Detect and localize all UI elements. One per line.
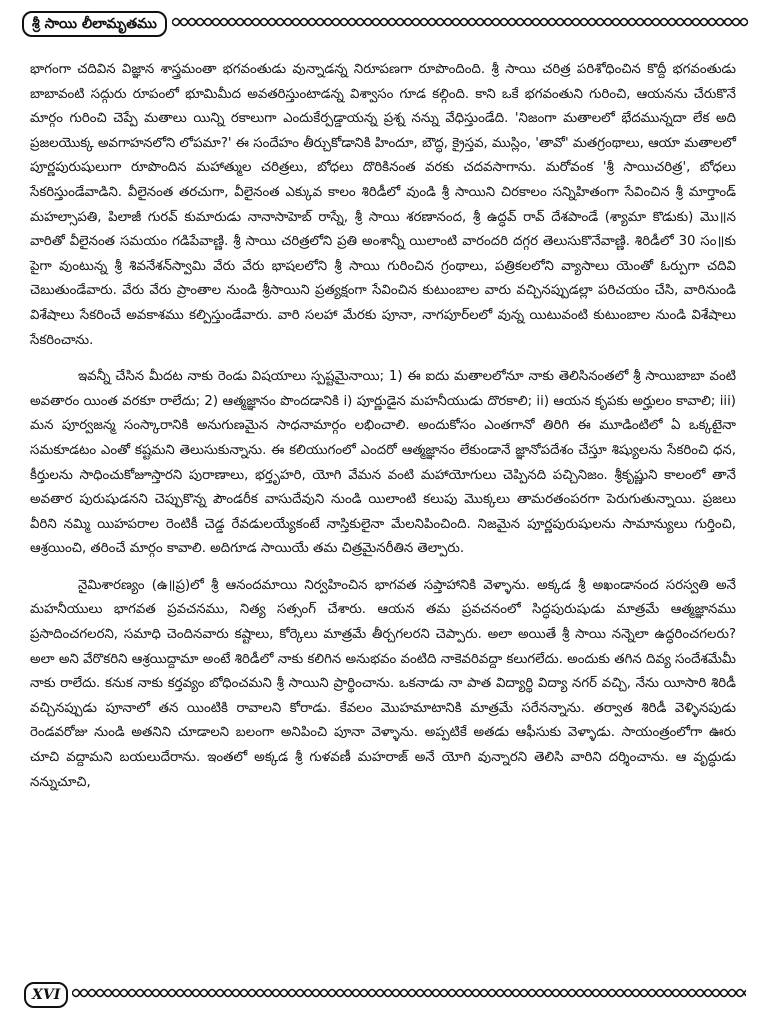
paragraph-3: నైమిశారణ్యం (ఉ॥ప్ర)లో శ్రీ ఆనందమాయి నిర్వహించిన భాగవత సప్తాహానికి వెళ్ళాను. అక్కడ శ్రీ అఖండానంద సరస్వతి అనే మహనీయులు భాగవత ప్రవచనము, నిత్య సత్సంగ్ చేశారు. ఆయన తమ ప్రవచనంలో సిద్ధపురుషుడు మాత్రమే ఆత్మజ్ఞానము ప్రసాదించగలరని, సమాధి చెందినవారు కష్టాలు, కోర్కెలు మాత్రమే తీర్చగలరని చెప్పారు. అలా అయితే శ్రీ సాయి నన్నెలా ఉద్ధరించగలరు? అలా అని వేరొకరిని ఆశ్రయిద్దామా అంటే శిరిడీలో నాకు కలిగిన అనుభవం వంటిది నాకెవరివద్దా కలుగలేదు. అందుకు తగిన దివ్య సందేశమేమీ నాకు రాలేదు. కనుక నాకు కర్తవ్యం బోధించమని శ్రీ సాయిని ప్రార్థించాను. ఒకనాడు నా పాత విద్యార్థి విద్యా నగర్ వచ్చి, నేను యీసారి శిరిడీ వచ్చినప్పుడు పూనాలో తన యింటికి రావాలని కోరాడు. కేవలం మొహమాటానికి మాత్రమే సరేనన్నాను. తర్వాత శిరిడీ వెళ్ళినపుడు రెండవరోజు నుండి అతనిని చూడాలని బలంగా అనిపించి పూనా వెళ్ళాను. అప్పటికే అతడు ఆఫీసుకు వెళ్ళాడు. సాయంత్రంలోగా ఊరు చూచి వద్దామని బయలుదేరాను. ఇంతలో అక్కడ శ్రీ గుళవణీ మహరాజ్ అనే యోగి వున్నారని తెలిసి వారిని దర్శించాను. ఆ వృద్ధుడు నన్నుచూచి, — [30, 577, 736, 790]
decorative-border-top — [172, 15, 748, 29]
running-title: శ్రీ సాయి లీలామృతము — [22, 11, 167, 37]
paragraph-1: భాగంగా చదివిన విజ్ఞాన శాస్త్రమంతా భగవంతుడు వున్నాడన్న నిరూపణగా రూపొందింది. శ్రీ సాయి చరిత్ర పరిశోధించిన కొద్దీ భగవంతుడు బాబావంటి సద్గురు రూపంలో భూమిమీద అవతరిస్తుంటాడన్న విశ్వాసం గూడ కల్గింది. కాని ఒకే భగవంతుని గురించి, ఆయనను చేరుకొనే మార్గం గురించి చెప్పే మతాలు యిన్ని రకాలుగా ఎందుకేర్పడ్డాయన్న ప్రశ్న నన్ను వేధిస్తుండేది. 'నిజంగా మతాలలో భేదమున్నదా లేక అది ప్రజలయొక్క అవగాహనలోని లోపమా?' ఈ సందేహం తీర్చుకోడానికి హిందూ, బౌద్ధ, క్రైస్తవ, ముస్లిం, 'తావో' మతగ్రంథాలు, ఆయా మతాలలో పూర్ణపురుషులుగా రూపొందిన మహాత్ముల చరిత్రలు, బోధలు దొరికినంత వరకు చదవసాగాను. మరోవంక 'శ్రీ సాయిచరిత్ర', బోధలు సేకరిస్తుండేవాడిని. వీలైనంత తరచుగా, వీలైనంత ఎక్కువ కాలం శిరిడీలో వుండి శ్రీ సాయిని చిరకాలం సన్నిహితంగా సేవించిన శ్రీ మార్తాండ్ మహల్సాపతి, పిలాజీ గురవ్ కుమారుడు నానాసాహెబ్ రాస్నే, శ్రీ సాయి శరణానంద, శ్రీ ఉద్ధవ్ రావ్ దేశపాండే (శ్యామా కొడుకు) మొ॥న వారితో వీలైనంత సమయం గడిపేవాణ్ణి. శ్రీ సాయి చరిత్రలోని ప్రతి అంశాన్నీ యిలాంటి వారందరి దగ్గర తెలుసుకొనేవాణ్ణి. శిరిడీలో 30 సం॥కు పైగా వుంటున్న శ్రీ శివనేశన్‌స్వామి వేరు వేరు భాషలలోని శ్రీ సాయి గురించిన గ్రంథాలు, పత్రికలలోని వ్యాసాలు యెంతో ఓర్పుగా చదివి చెబుతుండేవారు. వేరు వేరు ప్రాంతాల నుండి శ్రీసాయిని ప్రత్యక్షంగా సేవించిన కుటుంబాల వారు వచ్చినప్పుడల్లా పరిచయం చేసి, వారినుండి విశేషాలు సేకరించే అవకాశము కల్పిస్తుండేవారు. వారి సలహా మేరకు పూనా, నాగపూర్‌లలో వున్న యిటువంటి కుటుంబాల నుండి విశేషాలు సేకరించాను. — [30, 62, 736, 348]
paragraph-2: ఇవన్నీ చేసిన మీదట నాకు రెండు విషయాలు స్పష్టమైనాయి; 1) ఈ ఐదు మతాలలోనూ నాకు తెలిసినంతలో శ్రీ సాయిబాబా వంటి అవతారం యింత వరకూ రాలేదు; 2) ఆత్మజ్ఞానం పొందడానికి i) పూర్ణుడైన మహనీయుడు దొరకాలి; ii) ఆయన కృపకు అర్హులం కావాలి; iii) మన పూర్వజన్మ సంస్కారానికి అనుగుణమైన సాధనామార్గం లభించాలి. అందుకోసం ఎంతగానో తిరిగి ఈ మూడింటిలో ఏ ఒక్కటైనా సమకూడటం ఎంతో కష్టమని తెలుసుకున్నాను. ఈ కలియుగంలో ఎందరో ఆత్మజ్ఞానం లేకుండానే జ్ఞానోపదేశం చేస్తూ శిష్యులను సేకరించి ధన, కీర్తులను సాధించుకోజూస్తారని పురాణాలు, భర్తృహరి, యోగి వేమన వంటి మహాయోగులు చెప్పినది పచ్చినిజం. శ్రీకృష్ణుని కాలంలో తానే అవతార పురుషుడనని చెప్పుకొన్న పౌండరీక వాసుదేవుని నుండి యిలాంటి కలుపు మొక్కలు తామరతంపరగా పెరుగుతున్నాయి. ప్రజలు వీరిని నమ్మి యిహపరాల రెంటికీ చెడ్డ రేవడులయ్యేకంటే నాస్తికులైనా మేలనిపించింది. నిజమైన పూర్ణపురుషులను సామాన్యులు గుర్తించి, ఆశ్రయించి, తరించే మార్గం కావాలి. అదిగూడ సాయియే తమ చిత్రమైనరీతిన తెల్పారు. — [30, 369, 736, 557]
page-body — [30, 58, 736, 807]
page-number: XVI — [24, 982, 68, 1008]
decorative-border-bottom — [72, 986, 746, 1000]
page-header — [22, 8, 748, 38]
page-footer — [24, 980, 746, 1008]
